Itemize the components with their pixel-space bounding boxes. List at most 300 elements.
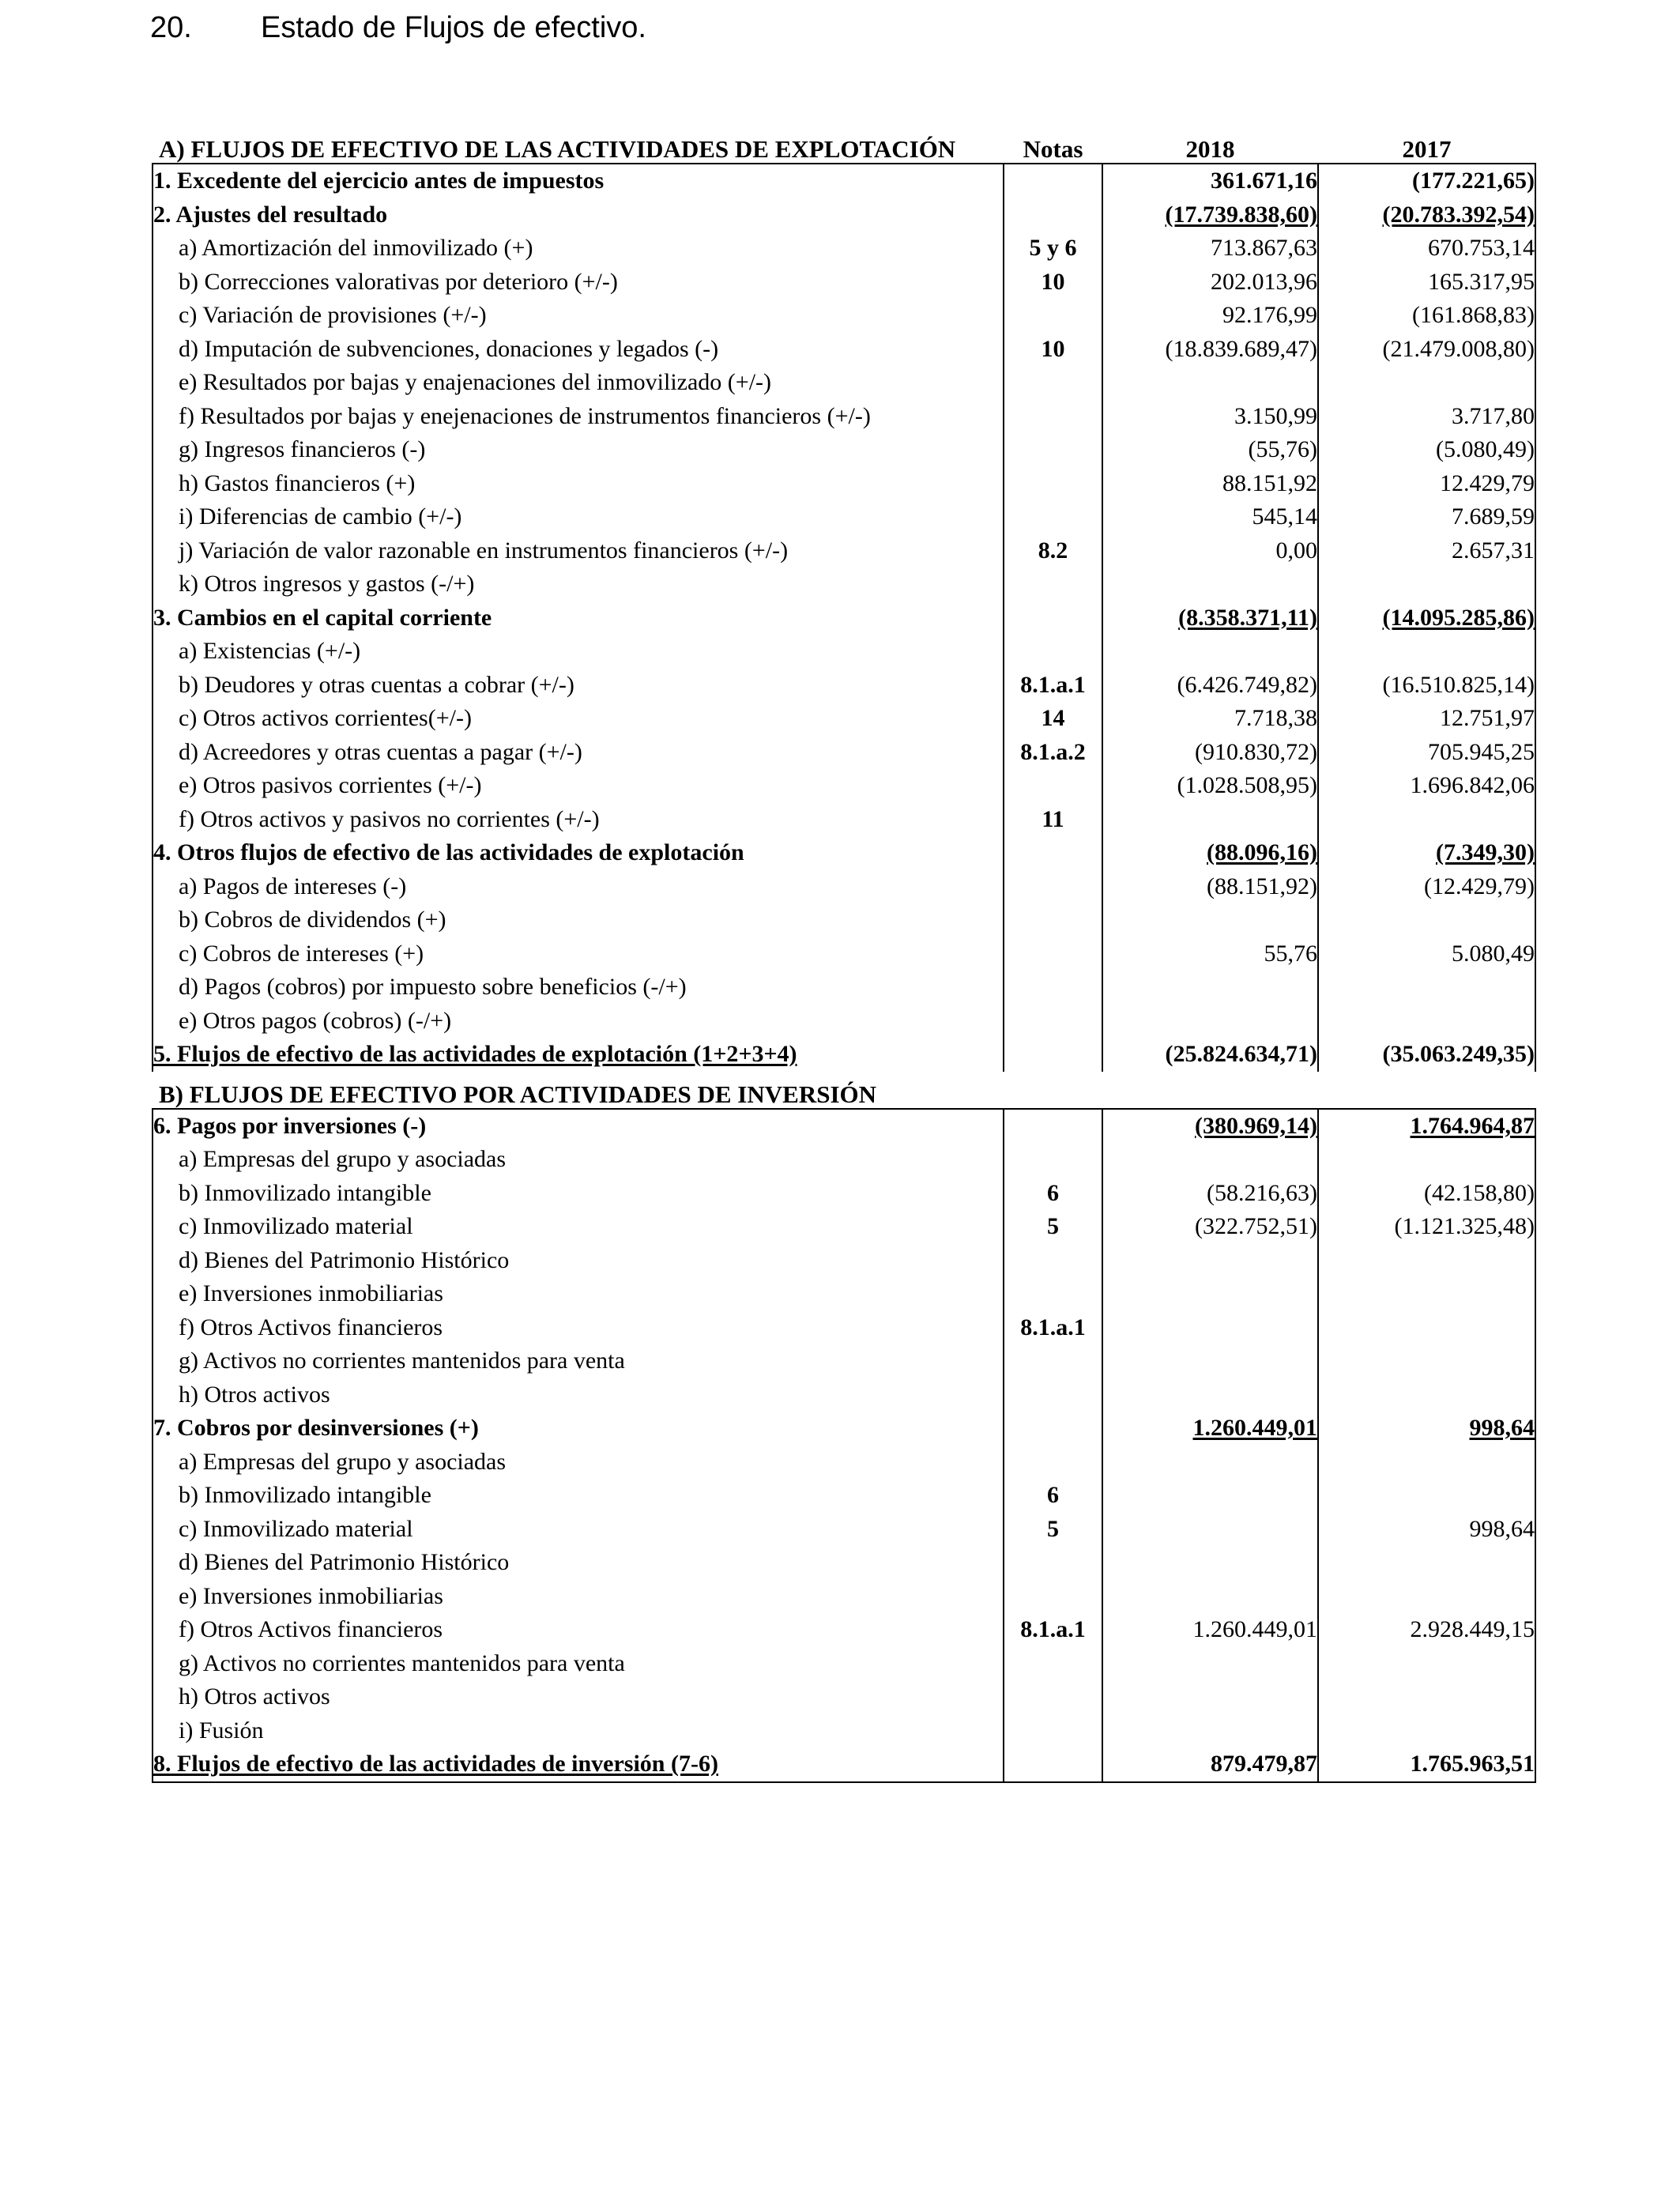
row-value-2018: [1102, 567, 1318, 601]
row-label: [153, 1177, 1004, 1211]
row-nota: [1004, 1747, 1102, 1782]
row-value-2018: [1102, 1177, 1318, 1211]
row-label: [153, 232, 1004, 266]
table-row: [153, 1005, 1535, 1039]
row-nota: [1004, 198, 1102, 232]
row-value-2017: [1318, 702, 1535, 736]
row-label: [153, 1747, 1004, 1782]
row-label: [153, 1005, 1004, 1039]
header-empty-cell: [1318, 1072, 1535, 1109]
row-value-2017: [1318, 1109, 1535, 1144]
table-row: [153, 702, 1535, 736]
row-value-2018: [1102, 433, 1318, 467]
row-label: [153, 467, 1004, 501]
row-label: [153, 903, 1004, 937]
row-label-text: i) Diferencias de cambio (+/-): [179, 503, 462, 530]
row-value-2017: [1318, 736, 1535, 770]
row-nota: [1004, 601, 1102, 635]
row-value-2018-text: 3.150,99: [1234, 402, 1317, 429]
row-value-2018: [1102, 736, 1318, 770]
table-row: [153, 1680, 1535, 1714]
row-nota: [1004, 870, 1102, 904]
row-value-2018: [1102, 534, 1318, 568]
row-label: [153, 1210, 1004, 1244]
section-title-text: B) FLUJOS DE EFECTIVO POR ACTIVIDADES DE INVERSIÓN: [159, 1080, 877, 1108]
row-value-2017-text: 5.080,49: [1452, 940, 1535, 967]
row-label-text: b) Inmovilizado intangible: [179, 1179, 431, 1206]
row-label: [153, 1680, 1004, 1714]
row-label: [153, 1412, 1004, 1446]
row-value-2018: [1102, 669, 1318, 703]
row-label: [153, 736, 1004, 770]
row-value-2018-text: (25.824.634,71): [1165, 1041, 1317, 1068]
row-value-2017: [1318, 1479, 1535, 1513]
row-nota: [1004, 1210, 1102, 1244]
row-label: [153, 870, 1004, 904]
section-title: [153, 126, 1004, 164]
row-label-text: d) Bienes del Patrimonio Histórico: [179, 1246, 510, 1273]
column-header-2017: [1318, 126, 1535, 164]
row-value-2018: [1102, 702, 1318, 736]
row-nota: [1004, 903, 1102, 937]
row-label-text: h) Otros activos: [179, 1683, 330, 1710]
table-row: [153, 500, 1535, 534]
row-value-2017: [1318, 601, 1535, 635]
row-nota: [1004, 1546, 1102, 1580]
row-value-2018: [1102, 400, 1318, 434]
row-nota: [1004, 1647, 1102, 1681]
table-row: [153, 1613, 1535, 1647]
column-header-2017-text: 2017: [1402, 135, 1452, 163]
row-value-2018: [1102, 500, 1318, 534]
row-nota: [1004, 232, 1102, 266]
table-row: [153, 1513, 1535, 1547]
column-header-2018-text: 2018: [1185, 135, 1235, 163]
table-row: [153, 1647, 1535, 1681]
row-value-2017-text: 2.657,31: [1452, 537, 1535, 564]
row-label-text: d) Bienes del Patrimonio Histórico: [179, 1549, 510, 1576]
row-value-2018: [1102, 232, 1318, 266]
row-value-2018-text: 879.479,87: [1211, 1751, 1317, 1777]
row-nota-text: 5: [1047, 1213, 1059, 1240]
row-value-2017: [1318, 903, 1535, 937]
row-label-text: f) Resultados por bajas y enejenaciones de instrumentos financieros (+/-): [179, 402, 871, 429]
row-label: [153, 266, 1004, 300]
table-subtotal-row: [153, 601, 1535, 635]
row-nota-text: 14: [1041, 705, 1065, 732]
row-value-2018: [1102, 870, 1318, 904]
row-value-2017-text: (21.479.008,80): [1382, 335, 1535, 362]
row-label: [153, 769, 1004, 803]
row-value-2018-text: (88.096,16): [1207, 839, 1317, 866]
row-value-2018: [1102, 1680, 1318, 1714]
table-subtotal-row: [153, 836, 1535, 870]
row-value-2017: [1318, 1277, 1535, 1311]
row-value-2017: [1318, 635, 1535, 669]
row-value-2018: [1102, 164, 1318, 198]
row-value-2018-text: 0,00: [1275, 537, 1317, 564]
row-label-text: g) Ingresos financieros (-): [179, 436, 426, 463]
column-header-2018: [1102, 126, 1318, 164]
row-nota: [1004, 1038, 1102, 1072]
table-row: [153, 903, 1535, 937]
row-label-text: 5. Flujos de efectivo de las actividades de explotación (1+2+3+4): [153, 1041, 797, 1068]
table-row: [153, 333, 1535, 367]
row-value-2018: [1102, 366, 1318, 400]
row-nota: [1004, 836, 1102, 870]
row-label: [153, 1513, 1004, 1547]
row-nota: [1004, 1513, 1102, 1547]
row-value-2017-text: (35.063.249,35): [1382, 1041, 1535, 1068]
row-nota-text: 10: [1041, 335, 1065, 362]
row-label-text: c) Variación de provisiones (+/-): [179, 302, 487, 329]
row-label: [153, 433, 1004, 467]
row-value-2017-text: 3.717,80: [1452, 402, 1535, 429]
row-label: [153, 198, 1004, 232]
row-label-text: 1. Excedente del ejercicio antes de impuestos: [153, 168, 605, 194]
row-value-2018-text: 361.671,16: [1211, 168, 1317, 194]
heading-title: Estado de Flujos de efectivo.: [261, 11, 646, 44]
row-nota: [1004, 1714, 1102, 1748]
row-value-2017: [1318, 1311, 1535, 1345]
heading-number: 20.: [150, 11, 192, 44]
row-label: [153, 1109, 1004, 1144]
table-row: [153, 299, 1535, 333]
row-nota-text: 8.1.a.1: [1020, 1616, 1086, 1643]
row-label-text: b) Correcciones valorativas por deterioro (+/-): [179, 268, 618, 295]
row-label: [153, 1647, 1004, 1681]
table-row: [153, 1311, 1535, 1345]
row-value-2017: [1318, 769, 1535, 803]
row-value-2017-text: 12.429,79: [1440, 469, 1535, 496]
row-label-text: h) Gastos financieros (+): [179, 469, 416, 496]
row-label-text: e) Otros pagos (cobros) (-/+): [179, 1007, 452, 1034]
row-label-text: j) Variación de valor razonable en instrumentos financieros (+/-): [179, 537, 789, 564]
table-row: [153, 769, 1535, 803]
table-row: [153, 1277, 1535, 1311]
row-value-2018-text: (380.969,14): [1195, 1112, 1317, 1139]
table-row: [153, 635, 1535, 669]
table-subtotal-row: [153, 1747, 1535, 1782]
page-heading: [150, 11, 646, 45]
table-row: [153, 669, 1535, 703]
row-value-2018: [1102, 1038, 1318, 1072]
row-value-2017-text: (161.868,83): [1412, 302, 1535, 329]
row-value-2018: [1102, 1647, 1318, 1681]
row-nota: [1004, 400, 1102, 434]
row-label: [153, 601, 1004, 635]
row-value-2018: [1102, 1109, 1318, 1144]
row-value-2017: [1318, 1005, 1535, 1039]
row-label: [153, 1580, 1004, 1614]
row-nota: [1004, 1109, 1102, 1144]
row-value-2017: [1318, 971, 1535, 1005]
row-nota: [1004, 1412, 1102, 1446]
row-label-text: g) Activos no corrientes mantenidos para venta: [179, 1649, 625, 1676]
row-label: [153, 567, 1004, 601]
row-value-2018-text: 1.260.449,01: [1192, 1616, 1317, 1643]
row-label-text: f) Otros Activos financieros: [179, 1314, 443, 1340]
row-value-2017-text: 998,64: [1469, 1515, 1535, 1542]
row-value-2017-text: (12.429,79): [1424, 873, 1535, 899]
row-value-2017: [1318, 198, 1535, 232]
row-value-2018-text: (8.358.371,11): [1178, 604, 1317, 631]
row-nota: [1004, 1479, 1102, 1513]
row-nota: [1004, 366, 1102, 400]
row-value-2018: [1102, 266, 1318, 300]
table-row: [153, 400, 1535, 434]
table-subtotal-row: [153, 1109, 1535, 1144]
row-value-2017-text: 998,64: [1469, 1415, 1535, 1442]
row-nota: [1004, 500, 1102, 534]
row-value-2017: [1318, 299, 1535, 333]
row-label-text: 7. Cobros por desinversiones (+): [153, 1415, 479, 1442]
row-value-2018: [1102, 1580, 1318, 1614]
row-label-text: e) Otros pasivos corrientes (+/-): [179, 772, 482, 799]
row-value-2017: [1318, 803, 1535, 837]
row-value-2017-text: (16.510.825,14): [1382, 671, 1535, 698]
row-nota: [1004, 266, 1102, 300]
row-value-2018: [1102, 803, 1318, 837]
row-label: [153, 1311, 1004, 1345]
row-label: [153, 400, 1004, 434]
row-label-text: b) Deudores y otras cuentas a cobrar (+/-): [179, 671, 574, 698]
row-label-text: 3. Cambios en el capital corriente: [153, 604, 492, 631]
row-value-2017: [1318, 1378, 1535, 1412]
row-nota: [1004, 1177, 1102, 1211]
row-value-2017: [1318, 669, 1535, 703]
row-nota: [1004, 534, 1102, 568]
row-label: [153, 702, 1004, 736]
row-value-2018: [1102, 1613, 1318, 1647]
row-value-2018: [1102, 903, 1318, 937]
row-label-text: h) Otros activos: [179, 1381, 330, 1408]
row-value-2018: [1102, 1277, 1318, 1311]
row-value-2017-text: (42.158,80): [1424, 1179, 1535, 1206]
row-nota: [1004, 567, 1102, 601]
row-label: [153, 299, 1004, 333]
table-row: [153, 1143, 1535, 1177]
row-value-2018: [1102, 1143, 1318, 1177]
row-label: [153, 971, 1004, 1005]
row-label-text: e) Inversiones inmobiliarias: [179, 1582, 443, 1609]
row-label: [153, 1143, 1004, 1177]
row-nota: [1004, 769, 1102, 803]
table-subtotal-row: [153, 164, 1535, 198]
row-value-2017: [1318, 1143, 1535, 1177]
row-nota-text: 8.1.a.2: [1020, 738, 1086, 765]
row-value-2018: [1102, 1479, 1318, 1513]
row-value-2017: [1318, 870, 1535, 904]
row-nota: [1004, 164, 1102, 198]
row-value-2017: [1318, 1038, 1535, 1072]
row-label-text: e) Inversiones inmobiliarias: [179, 1280, 443, 1307]
table-row: [153, 736, 1535, 770]
table-row: [153, 1546, 1535, 1580]
row-label: [153, 1546, 1004, 1580]
row-value-2018: [1102, 1244, 1318, 1278]
row-label-text: c) Inmovilizado material: [179, 1213, 413, 1240]
row-value-2017-text: (7.349,30): [1436, 839, 1535, 866]
row-label-text: a) Existencias (+/-): [179, 638, 361, 665]
row-nota: [1004, 333, 1102, 367]
row-value-2017: [1318, 433, 1535, 467]
row-value-2018: [1102, 1546, 1318, 1580]
row-value-2018: [1102, 937, 1318, 971]
row-value-2018: [1102, 1311, 1318, 1345]
row-value-2018: [1102, 1747, 1318, 1782]
row-value-2018-text: (910.830,72): [1195, 738, 1317, 765]
row-value-2018: [1102, 198, 1318, 232]
table-row: [153, 870, 1535, 904]
row-value-2018: [1102, 467, 1318, 501]
column-header-notas-text: Notas: [1023, 135, 1083, 163]
row-value-2018: [1102, 1210, 1318, 1244]
row-label: [153, 1378, 1004, 1412]
row-label: [153, 669, 1004, 703]
table-row: [153, 1244, 1535, 1278]
row-value-2018: [1102, 1714, 1318, 1748]
table-row: [153, 971, 1535, 1005]
row-value-2017: [1318, 232, 1535, 266]
row-label-text: 4. Otros flujos de efectivo de las actividades de explotación: [153, 839, 744, 866]
table-row: [153, 1580, 1535, 1614]
row-label-text: c) Cobros de intereses (+): [179, 940, 424, 967]
row-label-text: a) Empresas del grupo y asociadas: [179, 1146, 507, 1173]
row-value-2017: [1318, 400, 1535, 434]
row-value-2018-text: 545,14: [1252, 503, 1317, 530]
row-value-2017: [1318, 1412, 1535, 1446]
row-value-2018: [1102, 1005, 1318, 1039]
row-value-2018-text: 7.718,38: [1234, 705, 1317, 732]
row-value-2017: [1318, 366, 1535, 400]
row-value-2018-text: (6.426.749,82): [1177, 671, 1317, 698]
row-label: [153, 500, 1004, 534]
row-nota: [1004, 1311, 1102, 1345]
row-value-2018-text: (18.839.689,47): [1165, 335, 1317, 362]
row-nota-text: 8.1.a.1: [1020, 1314, 1086, 1340]
row-nota: [1004, 1580, 1102, 1614]
row-label-text: d) Imputación de subvenciones, donaciones y legados (-): [179, 335, 719, 362]
header-empty-cell: [1004, 1072, 1102, 1109]
row-value-2017: [1318, 1613, 1535, 1647]
row-label: [153, 1344, 1004, 1378]
row-value-2017-text: 1.765.963,51: [1410, 1751, 1535, 1777]
row-label-text: 8. Flujos de efectivo de las actividades de inversión (7-6): [153, 1751, 718, 1777]
row-value-2018-text: 1.260.449,01: [1192, 1415, 1317, 1442]
row-label: [153, 1714, 1004, 1748]
row-label-text: b) Cobros de dividendos (+): [179, 907, 446, 933]
row-value-2017: [1318, 567, 1535, 601]
row-label: [153, 1038, 1004, 1072]
row-value-2018: [1102, 971, 1318, 1005]
row-label: [153, 1479, 1004, 1513]
row-value-2017-text: 670.753,14: [1428, 235, 1535, 262]
sectionA-header-row: [153, 126, 1535, 164]
table-row: [153, 1378, 1535, 1412]
row-nota: [1004, 467, 1102, 501]
row-value-2018: [1102, 601, 1318, 635]
row-label-text: k) Otros ingresos y gastos (-/+): [179, 571, 475, 598]
row-value-2017: [1318, 500, 1535, 534]
row-value-2017-text: 1.696.842,06: [1410, 772, 1535, 799]
row-value-2017: [1318, 937, 1535, 971]
row-label: [153, 1277, 1004, 1311]
row-value-2017: [1318, 1680, 1535, 1714]
table-row: [153, 366, 1535, 400]
row-label-text: d) Pagos (cobros) por impuesto sobre beneficios (-/+): [179, 974, 687, 1001]
sectionB-header-row: [153, 1072, 1535, 1109]
row-label-text: a) Amortización del inmovilizado (+): [179, 235, 533, 262]
row-value-2017: [1318, 1747, 1535, 1782]
row-nota: [1004, 702, 1102, 736]
row-value-2017-text: 705.945,25: [1428, 738, 1535, 765]
row-value-2017: [1318, 1210, 1535, 1244]
row-nota: [1004, 736, 1102, 770]
row-value-2017: [1318, 266, 1535, 300]
row-value-2017: [1318, 1344, 1535, 1378]
row-label: [153, 803, 1004, 837]
row-value-2017-text: (5.080,49): [1436, 436, 1535, 463]
row-value-2017-text: (14.095.285,86): [1382, 604, 1535, 631]
row-value-2018-text: 88.151,92: [1222, 469, 1317, 496]
row-label-text: c) Inmovilizado material: [179, 1515, 413, 1542]
row-label-text: i) Fusión: [179, 1717, 264, 1744]
table-row: [153, 567, 1535, 601]
section-title-text: A) FLUJOS DE EFECTIVO DE LAS ACTIVIDADES DE EXPLOTACIÓN: [159, 135, 956, 163]
row-label-text: b) Inmovilizado intangible: [179, 1482, 431, 1509]
row-label-text: f) Otros activos y pasivos no corrientes (+/-): [179, 805, 600, 832]
row-value-2018: [1102, 299, 1318, 333]
row-nota-text: 8.2: [1038, 537, 1068, 564]
row-value-2018: [1102, 1412, 1318, 1446]
row-nota: [1004, 1446, 1102, 1480]
row-value-2017: [1318, 1546, 1535, 1580]
table-row: [153, 1479, 1535, 1513]
row-value-2018-text: (55,76): [1248, 436, 1317, 463]
row-value-2017: [1318, 1714, 1535, 1748]
column-header-notas: [1004, 126, 1102, 164]
row-label: [153, 164, 1004, 198]
row-value-2017-text: (177.221,65): [1412, 168, 1535, 194]
row-label: [153, 1446, 1004, 1480]
section-title: [153, 1072, 1004, 1109]
row-value-2018: [1102, 836, 1318, 870]
row-value-2018: [1102, 769, 1318, 803]
row-value-2018-text: (322.752,51): [1195, 1213, 1317, 1240]
table-row: [153, 937, 1535, 971]
row-nota-text: 6: [1047, 1179, 1059, 1206]
row-nota: [1004, 669, 1102, 703]
row-label-text: d) Acreedores y otras cuentas a pagar (+/-): [179, 738, 582, 765]
row-nota-text: 8.1.a.1: [1020, 671, 1086, 698]
row-value-2018-text: (1.028.508,95): [1177, 772, 1317, 799]
row-value-2017: [1318, 1244, 1535, 1278]
row-nota: [1004, 803, 1102, 837]
table-subtotal-row: [153, 1038, 1535, 1072]
row-nota: [1004, 433, 1102, 467]
row-label-text: g) Activos no corrientes mantenidos para venta: [179, 1348, 625, 1374]
row-nota: [1004, 299, 1102, 333]
row-label-text: f) Otros Activos financieros: [179, 1616, 443, 1643]
row-label-text: 2. Ajustes del resultado: [153, 201, 388, 228]
row-value-2017: [1318, 1580, 1535, 1614]
row-value-2018-text: 92.176,99: [1222, 302, 1317, 329]
table-row: [153, 232, 1535, 266]
row-value-2017-text: (20.783.392,54): [1382, 201, 1535, 228]
row-nota: [1004, 1344, 1102, 1378]
row-label-text: a) Pagos de intereses (-): [179, 873, 407, 899]
